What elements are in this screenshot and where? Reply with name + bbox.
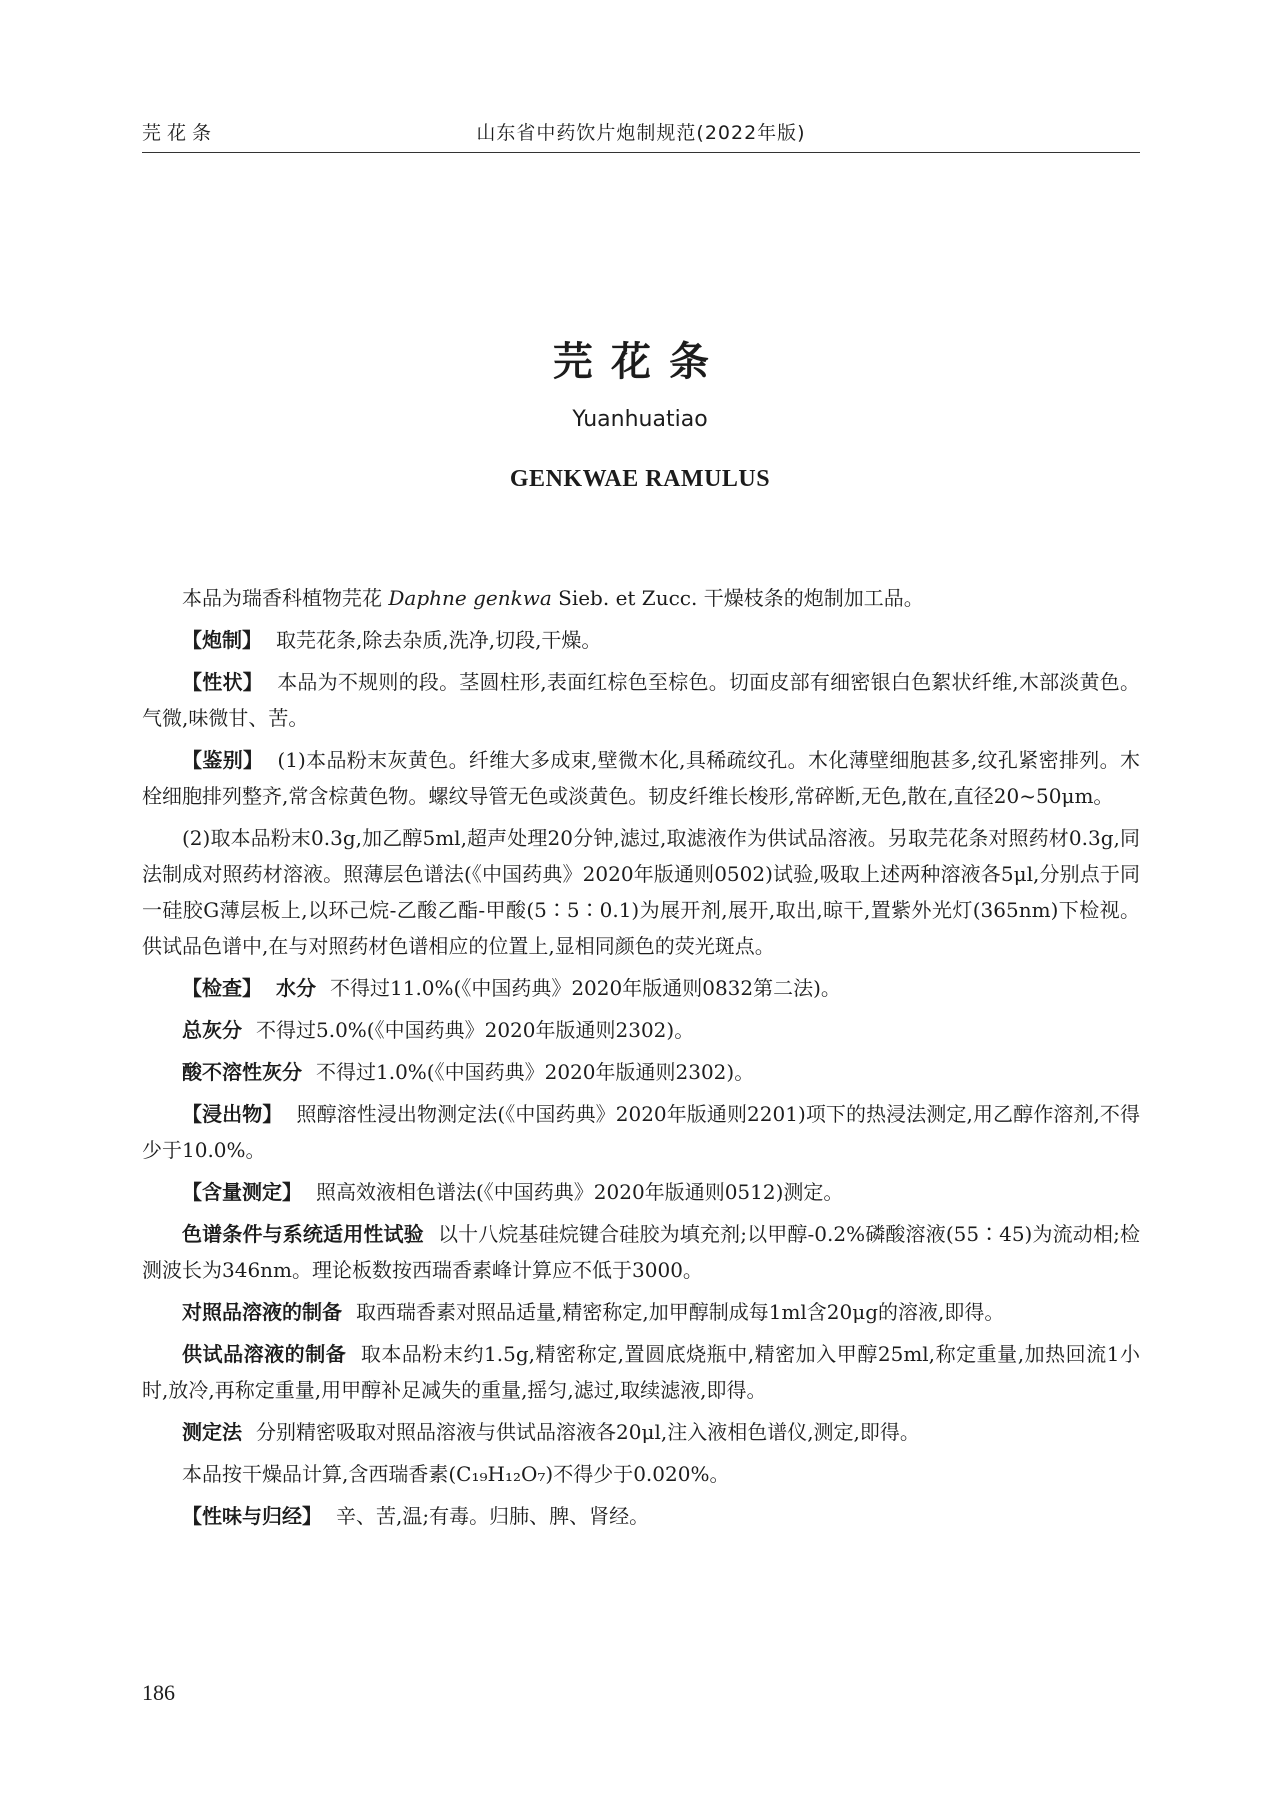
header-rule — [142, 152, 1140, 153]
total-ash-label: 总灰分 — [182, 1018, 242, 1042]
method-text: 分别精密吸取对照品溶液与供试品溶液各20μl,注入液相色谱仪,测定,即得。 — [256, 1420, 920, 1444]
extract-label: 【浸出物】 — [182, 1102, 283, 1126]
reference-solution-text: 取西瑞香素对照品适量,精密称定,加甲醇制成每1ml含20μg的溶液,即得。 — [356, 1300, 1005, 1324]
total-ash-text: 不得过5.0%(《中国药典》2020年版通则2302)。 — [256, 1018, 695, 1042]
total-ash-paragraph — [142, 1012, 1140, 1048]
content-limit-paragraph — [142, 1456, 1140, 1492]
reference-solution-paragraph — [142, 1294, 1140, 1330]
chromatography-text: 以十八烷基硅烷键合硅胶为填充剂;以甲醇-0.2%磷酸溶液(55∶45)为流动相;检测波长为346nm。理论板数按西瑞香素峰计算应不低于3000。 — [142, 1222, 1140, 1282]
identification-section — [142, 742, 1140, 814]
method-label: 测定法 — [182, 1420, 242, 1444]
content-text-end: )不得少于0.020%。 — [545, 1462, 730, 1486]
inspection-section — [142, 970, 1140, 1006]
identification-text-2: (2)取本品粉末0.3g,加乙醇5ml,超声处理20分钟,滤过,取滤液作为供试品溶液。另取芫花条对照药材0.3g,同法制成对照药材溶液。照薄层色谱法(《中国药典》2020年版通则0502)试验,吸取上述两种溶液各5μl,分别点于同一硅胶G薄层板上,以环己烷-乙酸乙酯-甲酸(5∶5∶0.1)为展开剂,展开,取出,晾干,置紫外光灯(365nm)下检视。供试品色谱中,在与对照药材色谱相应的位置上,显相同颜色的荧光斑点。 — [142, 826, 1140, 958]
nature-section — [142, 1498, 1140, 1534]
identification-text-1: (1)本品粉末灰黄色。纤维大多成束,壁微木化,具稀疏纹孔。木化薄壁细胞甚多,纹孔紧密排列。木栓细胞排列整齐,常含棕黄色物。螺纹导管无色或淡黄色。韧皮纤维长梭形,常碎断,无色,散在,直径20~50μm。 — [142, 748, 1141, 808]
processing-text: 取芫花条,除去杂质,洗净,切段,干燥。 — [276, 628, 602, 652]
identification-label: 【鉴别】 — [182, 748, 264, 772]
extract-text: 照醇溶性浸出物测定法(《中国药典》2020年版通则2201)项下的热浸法测定,用乙醇作溶剂,不得少于10.0%。 — [142, 1102, 1140, 1162]
chromatography-paragraph — [142, 1216, 1140, 1288]
assay-text: 照高效液相色谱法(《中国药典》2020年版通则0512)测定。 — [316, 1180, 844, 1204]
monograph-body — [142, 580, 1140, 1540]
processing-label: 【炮制】 — [182, 628, 262, 652]
method-paragraph — [142, 1414, 1140, 1450]
intro-paragraph — [142, 580, 1140, 616]
running-header-title: 芫花条 — [142, 122, 218, 144]
reference-solution-label: 对照品溶液的制备 — [182, 1300, 342, 1324]
chemical-formula: C₁₉H₁₂O₇ — [456, 1462, 546, 1486]
running-header-book-title: 山东省中药饮片炮制规范(2022年版) — [476, 122, 806, 144]
acid-insoluble-ash-text: 不得过1.0%(《中国药典》2020年版通则2302)。 — [316, 1060, 755, 1084]
moisture-label: 水分 — [276, 976, 316, 1000]
intro-text: 本品为瑞香科植物芫花 — [182, 586, 389, 610]
description-text: 本品为不规则的段。茎圆柱形,表面红棕色至棕色。切面皮部有细密银白色絮状纤维,木部淡黄色。气微,味微甘、苦。 — [142, 670, 1141, 730]
test-solution-paragraph — [142, 1336, 1140, 1408]
nature-label: 【性味与归经】 — [182, 1504, 322, 1528]
test-solution-label: 供试品溶液的制备 — [182, 1342, 347, 1366]
intro-text-end: Sieb. et Zucc. 干燥枝条的炮制加工品。 — [551, 586, 924, 610]
content-text: 本品按干燥品计算,含西瑞香素( — [182, 1462, 457, 1486]
description-section — [142, 664, 1140, 736]
acid-insoluble-ash-label: 酸不溶性灰分 — [182, 1060, 302, 1084]
monograph-pinyin: Yuanhuatiao — [572, 407, 708, 432]
extract-section — [142, 1096, 1140, 1168]
description-label: 【性状】 — [182, 670, 263, 694]
nature-text: 辛、苦,温;有毒。归肺、脾、肾经。 — [336, 1504, 650, 1528]
acid-ash-paragraph — [142, 1054, 1140, 1090]
monograph-title: 芫花条 — [553, 339, 727, 385]
identification-tlc-paragraph — [142, 820, 1140, 964]
processing-section — [142, 622, 1140, 658]
chromatography-label: 色谱条件与系统适用性试验 — [182, 1222, 424, 1246]
assay-section — [142, 1174, 1140, 1210]
species-name: Daphne genkwa — [388, 586, 552, 610]
assay-label: 【含量测定】 — [182, 1180, 302, 1204]
page-number: 186 — [142, 1680, 175, 1705]
monograph-latin-name: GENKWAE RAMULUS — [509, 466, 771, 492]
test-solution-text: 取本品粉末约1.5g,精密称定,置圆底烧瓶中,精密加入甲醇25ml,称定重量,加热回流1小时,放冷,再称定重量,用甲醇补足减失的重量,摇匀,滤过,取续滤液,即得。 — [142, 1342, 1140, 1402]
inspection-label: 【检查】 — [182, 976, 262, 1000]
moisture-text: 不得过11.0%(《中国药典》2020年版通则0832第二法)。 — [330, 976, 841, 1000]
